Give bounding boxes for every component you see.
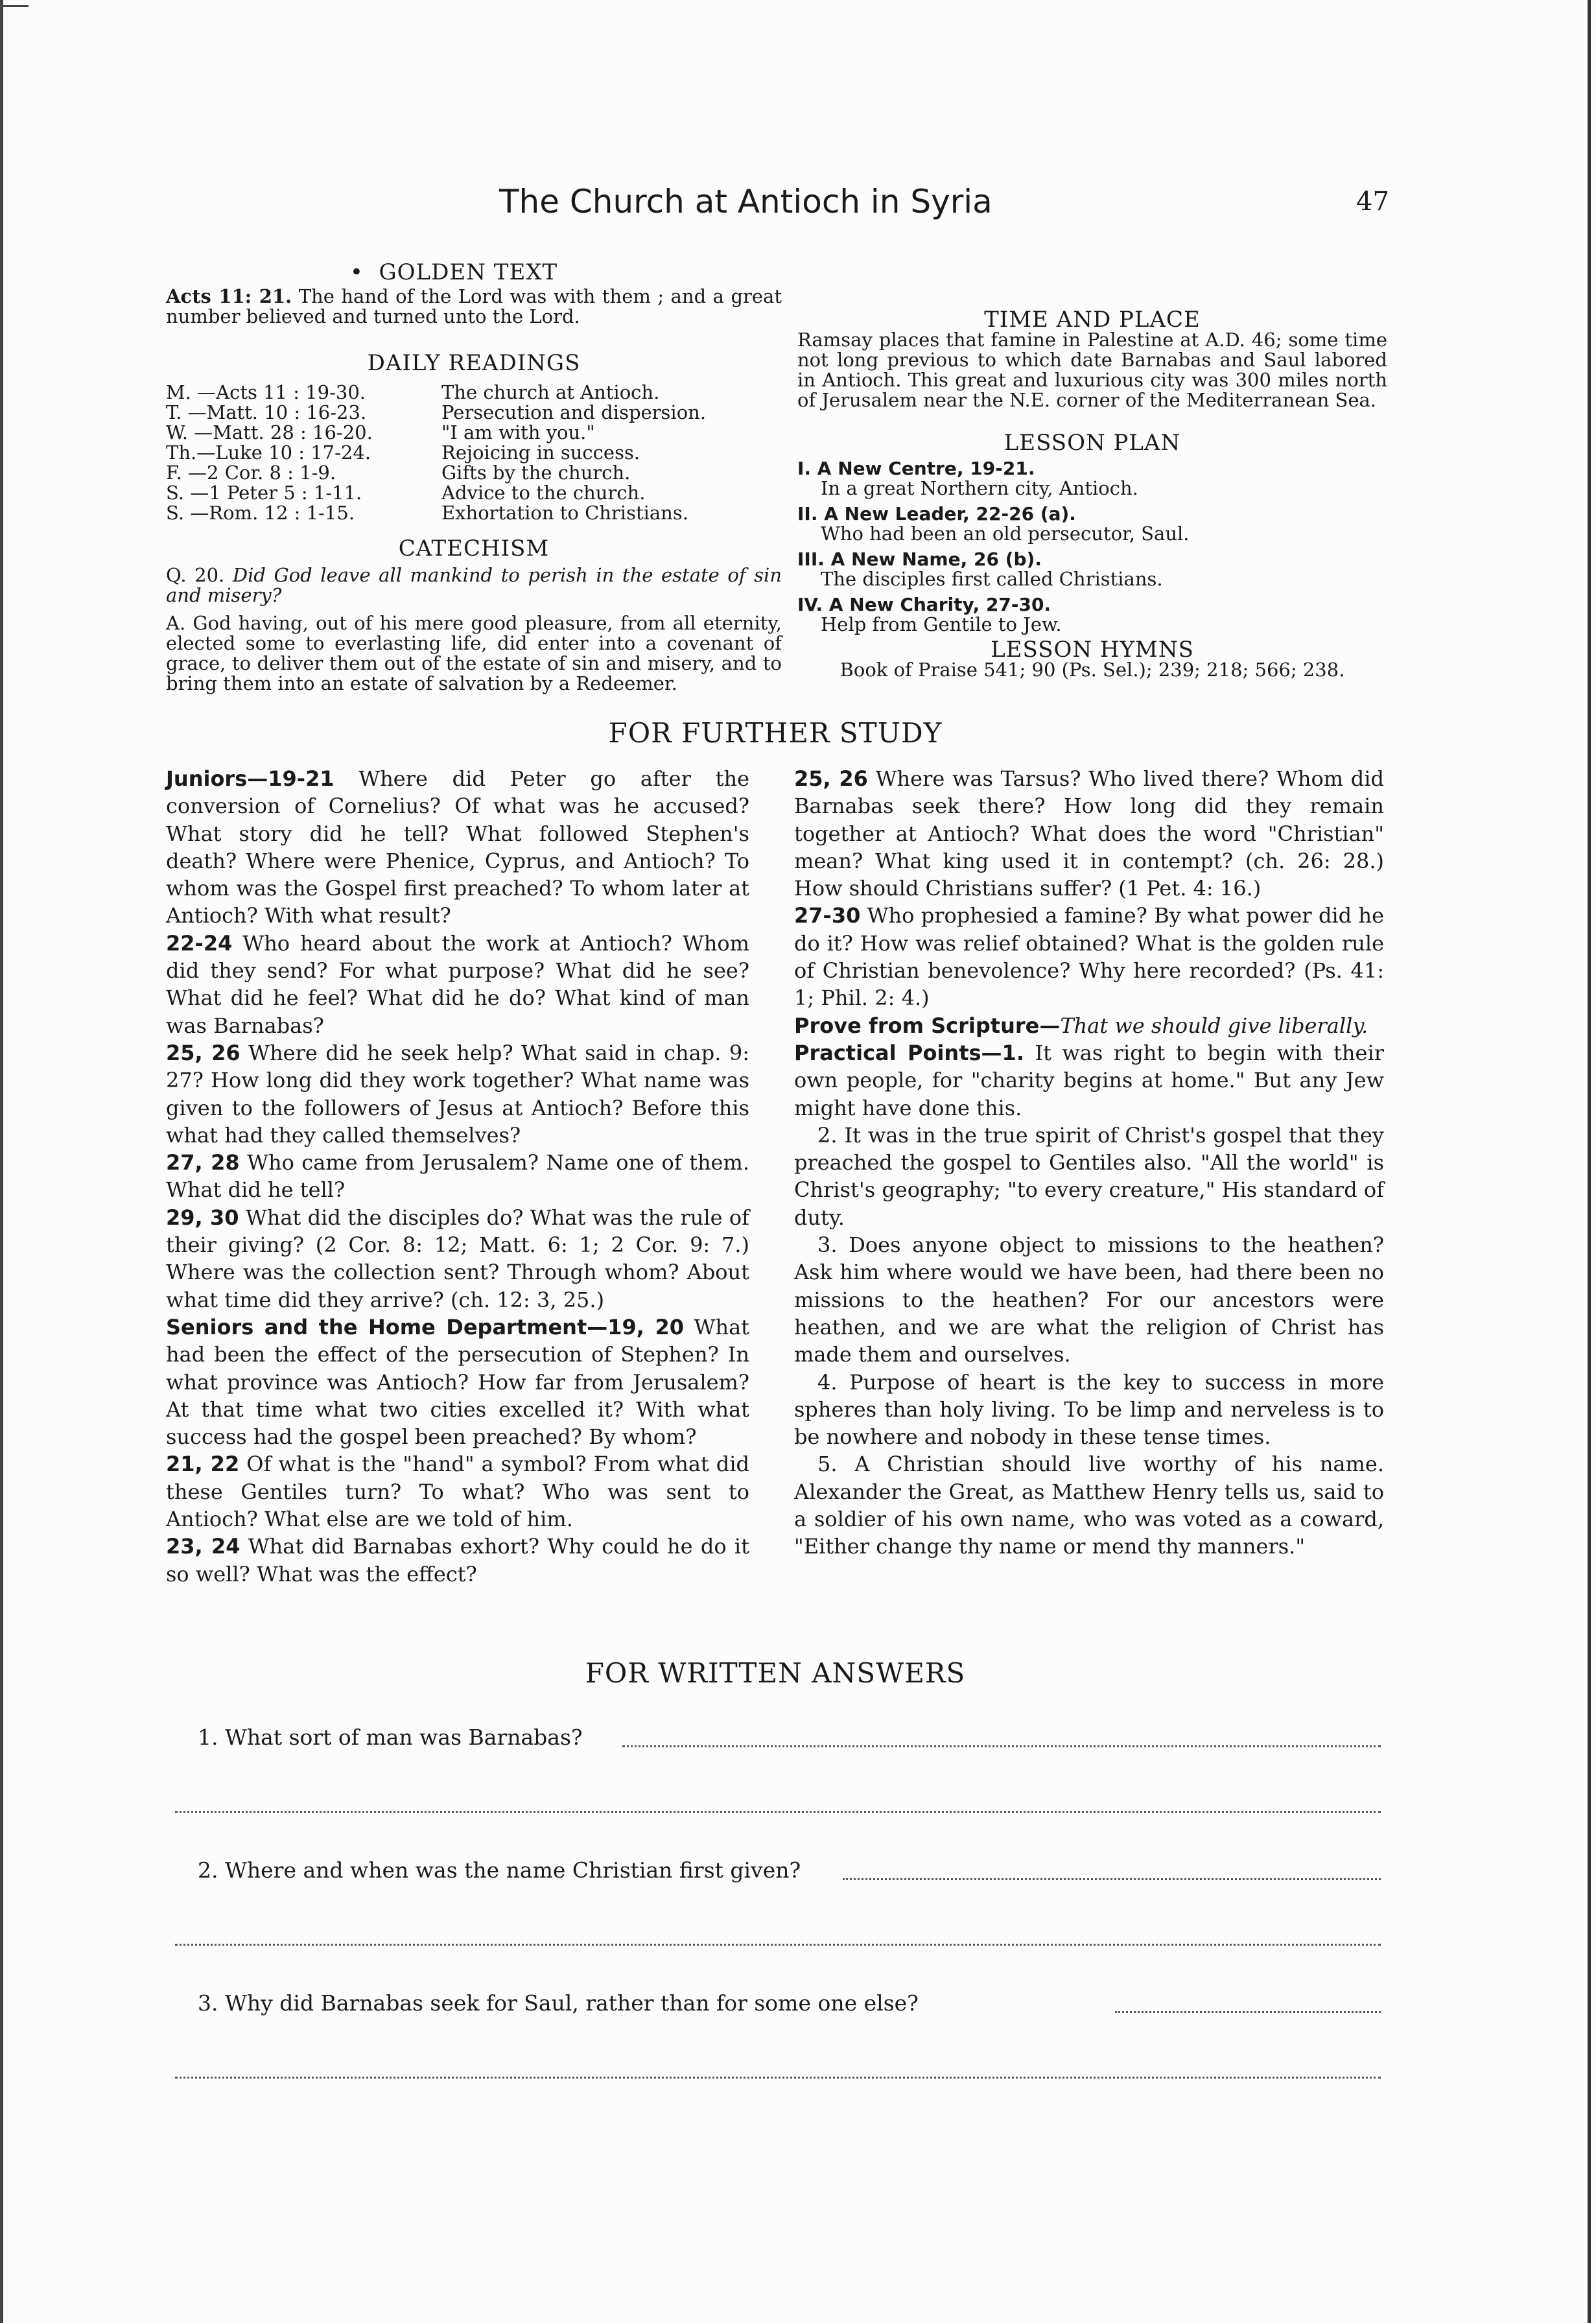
golden-text-ref: Acts 11: 21.: [166, 285, 292, 307]
study-paragraph: 25, 26 Where was Tarsus? Who lived there? Whom did Barnabas seek there? How long did they remain together at Antioch? What does the word "Christian" mean? What king used it in contempt? (ch. 26: 28.) How should Christians suffer? (1 Pet. 4: 16.): [794, 766, 1385, 901]
answer-line[interactable]: [843, 1878, 1381, 1880]
further-study-heading: FOR FURTHER STUDY: [608, 717, 943, 749]
golden-text-body: [166, 287, 782, 327]
lesson-hymns-heading: LESSON HYMNS: [991, 637, 1194, 663]
lesson-plan: [797, 430, 1387, 681]
answer-line[interactable]: [1115, 2011, 1381, 2013]
time-place-heading: TIME AND PLACE: [984, 307, 1201, 333]
time-place-text: Ramsay places that famine in Palestine at A.D. 46; some time not long previous to which date Barnabas and Saul labored in Antioch. This great and luxurious city was 300 miles north of Jerusalem near the N.E. corner of the Mediterranean Sea.: [797, 329, 1387, 411]
written-question-1: 1. What sort of man was Barnabas?: [198, 1725, 583, 1750]
answer-line[interactable]: [175, 1944, 1381, 1946]
daily-readings-list: M. —Acts 11 : 19-30. The church at Antioch. T. —Matt. 10 : 16-23. Persecution and dispersion. W. —Matt. 28 : 16-20. "I am with you." Th.—Luke 10 : 17-24. Rejoicing in success. F. —2 Cor. 8 : 1-9. Gifts by the church. S. —1 Peter 5 : 1-11. Advice to the church. S. —Rom. 12 : 1-15. Exhortation to Christians.: [166, 381, 707, 524]
study-paragraph: 5. A Christian should live worthy of his name. Alexander the Great, as Matthew Henry tells us, said to a soldier of his own name, who was voted as a coward, "Either change thy name or mend thy manners.": [794, 1452, 1384, 1559]
answer-line[interactable]: [175, 2077, 1381, 2079]
study-paragraph: 25, 26 Where did he seek help? What said in chap. 9: 27? How long did they work together? What name was given to the followers of Jesus at Antioch? Before this what had they called themselves?: [166, 1040, 750, 1148]
answer-line[interactable]: [175, 1811, 1381, 1813]
catechism-answer: A. God having, out of his mere good pleasure, from all eternity, elected some to everlasting life, did enter into a covenant of grace, to deliver them out of the estate of sin and misery, and to bring them into an estate of salvation by a Redeemer.: [166, 612, 782, 694]
scan-edge-left: [0, 0, 3, 2323]
written-answers-heading: FOR WRITTEN ANSWERS: [585, 1657, 966, 1689]
golden-text-verse: The hand of the Lord was with them ; and a great number believed and turned unto the Lord.: [166, 285, 782, 327]
bullet-mark: •: [349, 259, 379, 285]
scan-edge-right: [1588, 0, 1591, 2323]
study-paragraph: 23, 24 What did Barnabas exhort? Why could he do it so well? What was the effect?: [166, 1534, 750, 1586]
plan-item: IV. A New Charity, 27-30. Help from Gentile to Jew.: [797, 594, 1062, 635]
plan-item: I. A New Centre, 19-21. In a great Northern city, Antioch.: [797, 458, 1138, 499]
catechism-heading: CATECHISM: [398, 536, 550, 561]
study-paragraph: Practical Points—1. It was right to begin with their own people, for "charity begins at home." But any Jew might have done this.: [794, 1040, 1385, 1120]
question-text: Did God leave all mankind to perish in the estate of sin and misery?: [166, 564, 782, 606]
study-paragraph: Seniors and the Home Department—19, 20 What had been the effect of the persecution of Stephen? In what province was Antioch? How far from Jerusalem? At that time what two cities excelled it? With what success had the gospel been preached? By whom?: [166, 1314, 750, 1450]
study-paragraph: Juniors—19-21 Where did Peter go after the conversion of Cornelius? Of what was he accused? What story did he tell? What followed Stephen's death? Where were Phenice, Cyprus, and Antioch? To whom was the Gospel first preached? To whom later at Antioch? With what result?: [166, 766, 749, 928]
study-paragraph: 3. Does anyone object to missions to the heathen? Ask him where would we have been, had there been no missions to the heathen? For our ancestors were heathen, and we are what the religion of Christ has made them and ourselves.: [794, 1232, 1384, 1367]
study-paragraph: 29, 30 What did the disciples do? What was the rule of their giving? (2 Cor. 8: 12; Matt. 6: 1; 2 Cor. 9: 7.) Where was the collection sent? Through whom? About what time did they arrive? (ch. 12: 3, 25.): [166, 1205, 750, 1312]
page-title: The Church at Antioch in Syria: [499, 183, 992, 220]
page-number: 47: [1356, 187, 1389, 217]
question-number: Q. 20.: [166, 564, 225, 586]
study-paragraph: 4. Purpose of heart is the key to success in more spheres than holy living. To be limp and nerveless is to be nowhere and nobody in these tense times.: [794, 1369, 1384, 1450]
study-paragraph: 27-30 Who prophesied a famine? By what power did he do it? How was relief obtained? What is the golden rule of Christian benevolence? Why here recorded? (Ps. 41: 1; Phil. 2: 4.): [794, 903, 1384, 1011]
study-paragraph: 22-24 Who heard about the work at Antioch? Whom did they send? For what purpose? What did he see? What did he feel? What did he do? What kind of man was Barnabas?: [166, 930, 749, 1038]
daily-readings-heading: DAILY READINGS: [367, 350, 581, 376]
catechism-question: [166, 565, 782, 606]
study-paragraph: Prove from Scripture—That we should give liberally.: [794, 1013, 1368, 1038]
lesson-plan-heading: LESSON PLAN: [1003, 430, 1181, 456]
plan-item: II. A New Leader, 22-26 (a). Who had been an old persecutor, Saul.: [797, 503, 1190, 545]
study-paragraph: 21, 22 Of what is the "hand" a symbol? From what did these Gentiles turn? To what? Who was sent to Antioch? What else are we told of him.: [166, 1452, 750, 1532]
further-study-left-column: [166, 765, 749, 1588]
plan-item: III. A New Name, 26 (b). The disciples first called Christians.: [797, 548, 1163, 590]
scan-edge-top: [0, 5, 29, 7]
study-paragraph: 2. It was in the true spirit of Christ's gospel that they preached the gospel to Gentiles also. "All the world" is Christ's geography; "to every creature," His standard of duty.: [794, 1122, 1384, 1230]
written-question-2: 2. Where and when was the name Christian first given?: [198, 1857, 801, 1883]
lesson-hymns-text: Book of Praise 541; 90 (Ps. Sel.); 239; 218; 566; 238.: [839, 659, 1345, 681]
golden-text-heading: • GOLDEN TEXT: [349, 259, 558, 285]
further-study-right-column: [794, 765, 1384, 1561]
written-question-3: 3. Why did Barnabas seek for Saul, rather than for some one else?: [198, 1990, 919, 2016]
answer-line[interactable]: [622, 1745, 1381, 1747]
time-place-block: [797, 307, 1387, 411]
study-paragraph: 27, 28 Who came from Jerusalem? Name one of them. What did he tell?: [166, 1150, 750, 1203]
